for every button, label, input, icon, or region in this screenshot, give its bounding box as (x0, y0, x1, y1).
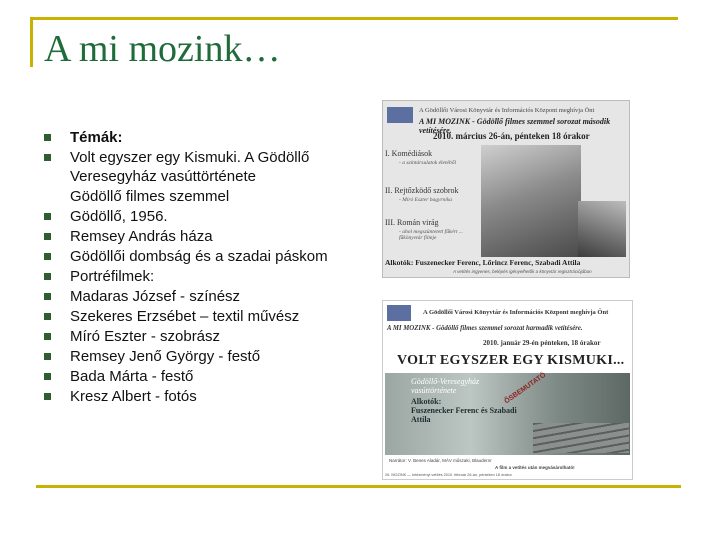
left-rule (30, 17, 33, 67)
library-logo-icon (387, 107, 413, 123)
rails-image (533, 423, 629, 453)
poster-section-subtitle: - ahol megszüntetett fűkért ... fűkönyvtár filmje (399, 229, 464, 241)
top-rule (30, 17, 678, 20)
bullet-text: Madaras József - színész (70, 288, 241, 305)
bullet-text: Gödöllői dombság és a szadai páskom (70, 248, 328, 265)
square-bullet-icon (44, 393, 51, 400)
poster-date: 2010. január 29-én pénteken, 18 órakor (483, 339, 601, 347)
bullet-item (44, 347, 364, 366)
bullet-item (44, 367, 364, 386)
bullet-item (44, 227, 364, 246)
square-bullet-icon (44, 273, 51, 280)
poster-march-screening (382, 100, 630, 278)
bullet-text: Volt egyszer egy Kismuki. A Gödöllő Veresegyház vasúttörténete (70, 149, 310, 185)
poster-big-title: VOLT EGYSZER EGY KISMUKI... (397, 353, 625, 368)
poster-series: A MI MOZINK - Gödöllő filmes szemmel sorozat harmadik vetítésére. (387, 325, 583, 332)
bullet-text: Szekeres Erzsébet – textil művész (70, 308, 300, 325)
square-bullet-icon (44, 154, 51, 161)
bullet-text: Gödöllő filmes szemmel (70, 188, 230, 205)
slide-title: A mi mozink… (44, 28, 281, 70)
bullet-continuation (44, 187, 364, 206)
bullet-item (44, 148, 364, 186)
poster-section-subtitle: - Míró Eszter bagyrnika (399, 197, 453, 203)
square-bullet-icon (44, 233, 51, 240)
poster-january-screening (382, 300, 633, 480)
poster-section-subtitle: - a színtársulatok életéből (399, 160, 456, 166)
bullet-item (44, 207, 364, 226)
bullet-text: Témák: (70, 129, 123, 146)
poster-fineprint: 26. MOZINK — Intézményi vetítés 2010. február 26-án, pénteken 18 órakor (385, 473, 512, 477)
poster-section-title: III. Román virág (385, 218, 439, 227)
square-bullet-icon (44, 313, 51, 320)
box-authors: Fuszenecker Ferenc és Szabadi Attila (411, 406, 517, 424)
box-authors-label: Alkotók: (411, 397, 442, 406)
square-bullet-icon (44, 333, 51, 340)
poster-date: 2010. március 26-án, pénteken 18 órakor (433, 131, 590, 141)
poster-header: A Gödöllői Városi Könyvtár és Információs Központ meghívja Önt (419, 107, 595, 114)
poster-authors: Alkotók: Fuszenecker Ferenc, Lőrincz Ferenc, Szabadi Attila (385, 258, 581, 267)
poster-section-title: II. Rejtőzködő szobrok (385, 186, 459, 195)
premiere-stamp: ŐSBEMUTATÓ (503, 371, 548, 406)
square-bullet-icon (44, 353, 51, 360)
bullet-list (44, 128, 364, 407)
bullet-text: Míró Eszter - szobrász (70, 328, 221, 345)
bullet-item (44, 307, 364, 326)
portrait-photo (481, 145, 581, 257)
box-line2: vasúttörténete (411, 386, 457, 395)
bullet-text: Kresz Albert - fotós (70, 388, 197, 405)
bullet-item (44, 287, 364, 306)
bottom-rule (36, 485, 681, 488)
bullet-item (44, 387, 364, 406)
square-bullet-icon (44, 293, 51, 300)
bullet-text: Remsey András háza (70, 228, 213, 245)
bullet-text: Portréfilmek: (70, 268, 155, 285)
poster-narrator: Narrátor: V. Benes Aladár, MÁV műszaki, Blaudernr (389, 458, 492, 463)
box-line1: Gödöllő-Veresegyház (411, 377, 480, 386)
square-bullet-icon (44, 213, 51, 220)
poster-header: A Gödöllői Városi Könyvtár és Információs Központ meghívja Önt (423, 309, 609, 316)
bullet-item (44, 247, 364, 266)
poster-note: A film a vetítés után megvásárolható! (495, 465, 575, 470)
poster-info-box (411, 377, 531, 447)
poster-section-title: I. Komédiások (385, 149, 433, 158)
square-bullet-icon (44, 134, 51, 141)
bullet-item (44, 267, 364, 286)
group-photo (578, 201, 626, 257)
bullet-item (44, 327, 364, 346)
library-logo-icon (387, 305, 411, 321)
square-bullet-icon (44, 253, 51, 260)
poster-series: A MI MOZINK - Gödöllő filmes szemmel sorozat második vetítésére. (419, 117, 611, 135)
poster-footer: A vetítés ingyenes, belépés igényelhetők a könyvtár regisztrációjában (453, 269, 592, 274)
bullet-text: Bada Márta - festő (70, 368, 194, 385)
bullet-text: Remsey Jenő György - festő (70, 348, 261, 365)
square-bullet-icon (44, 373, 51, 380)
bullet-text: Gödöllő, 1956. (70, 208, 168, 225)
bullet-item (44, 128, 364, 147)
